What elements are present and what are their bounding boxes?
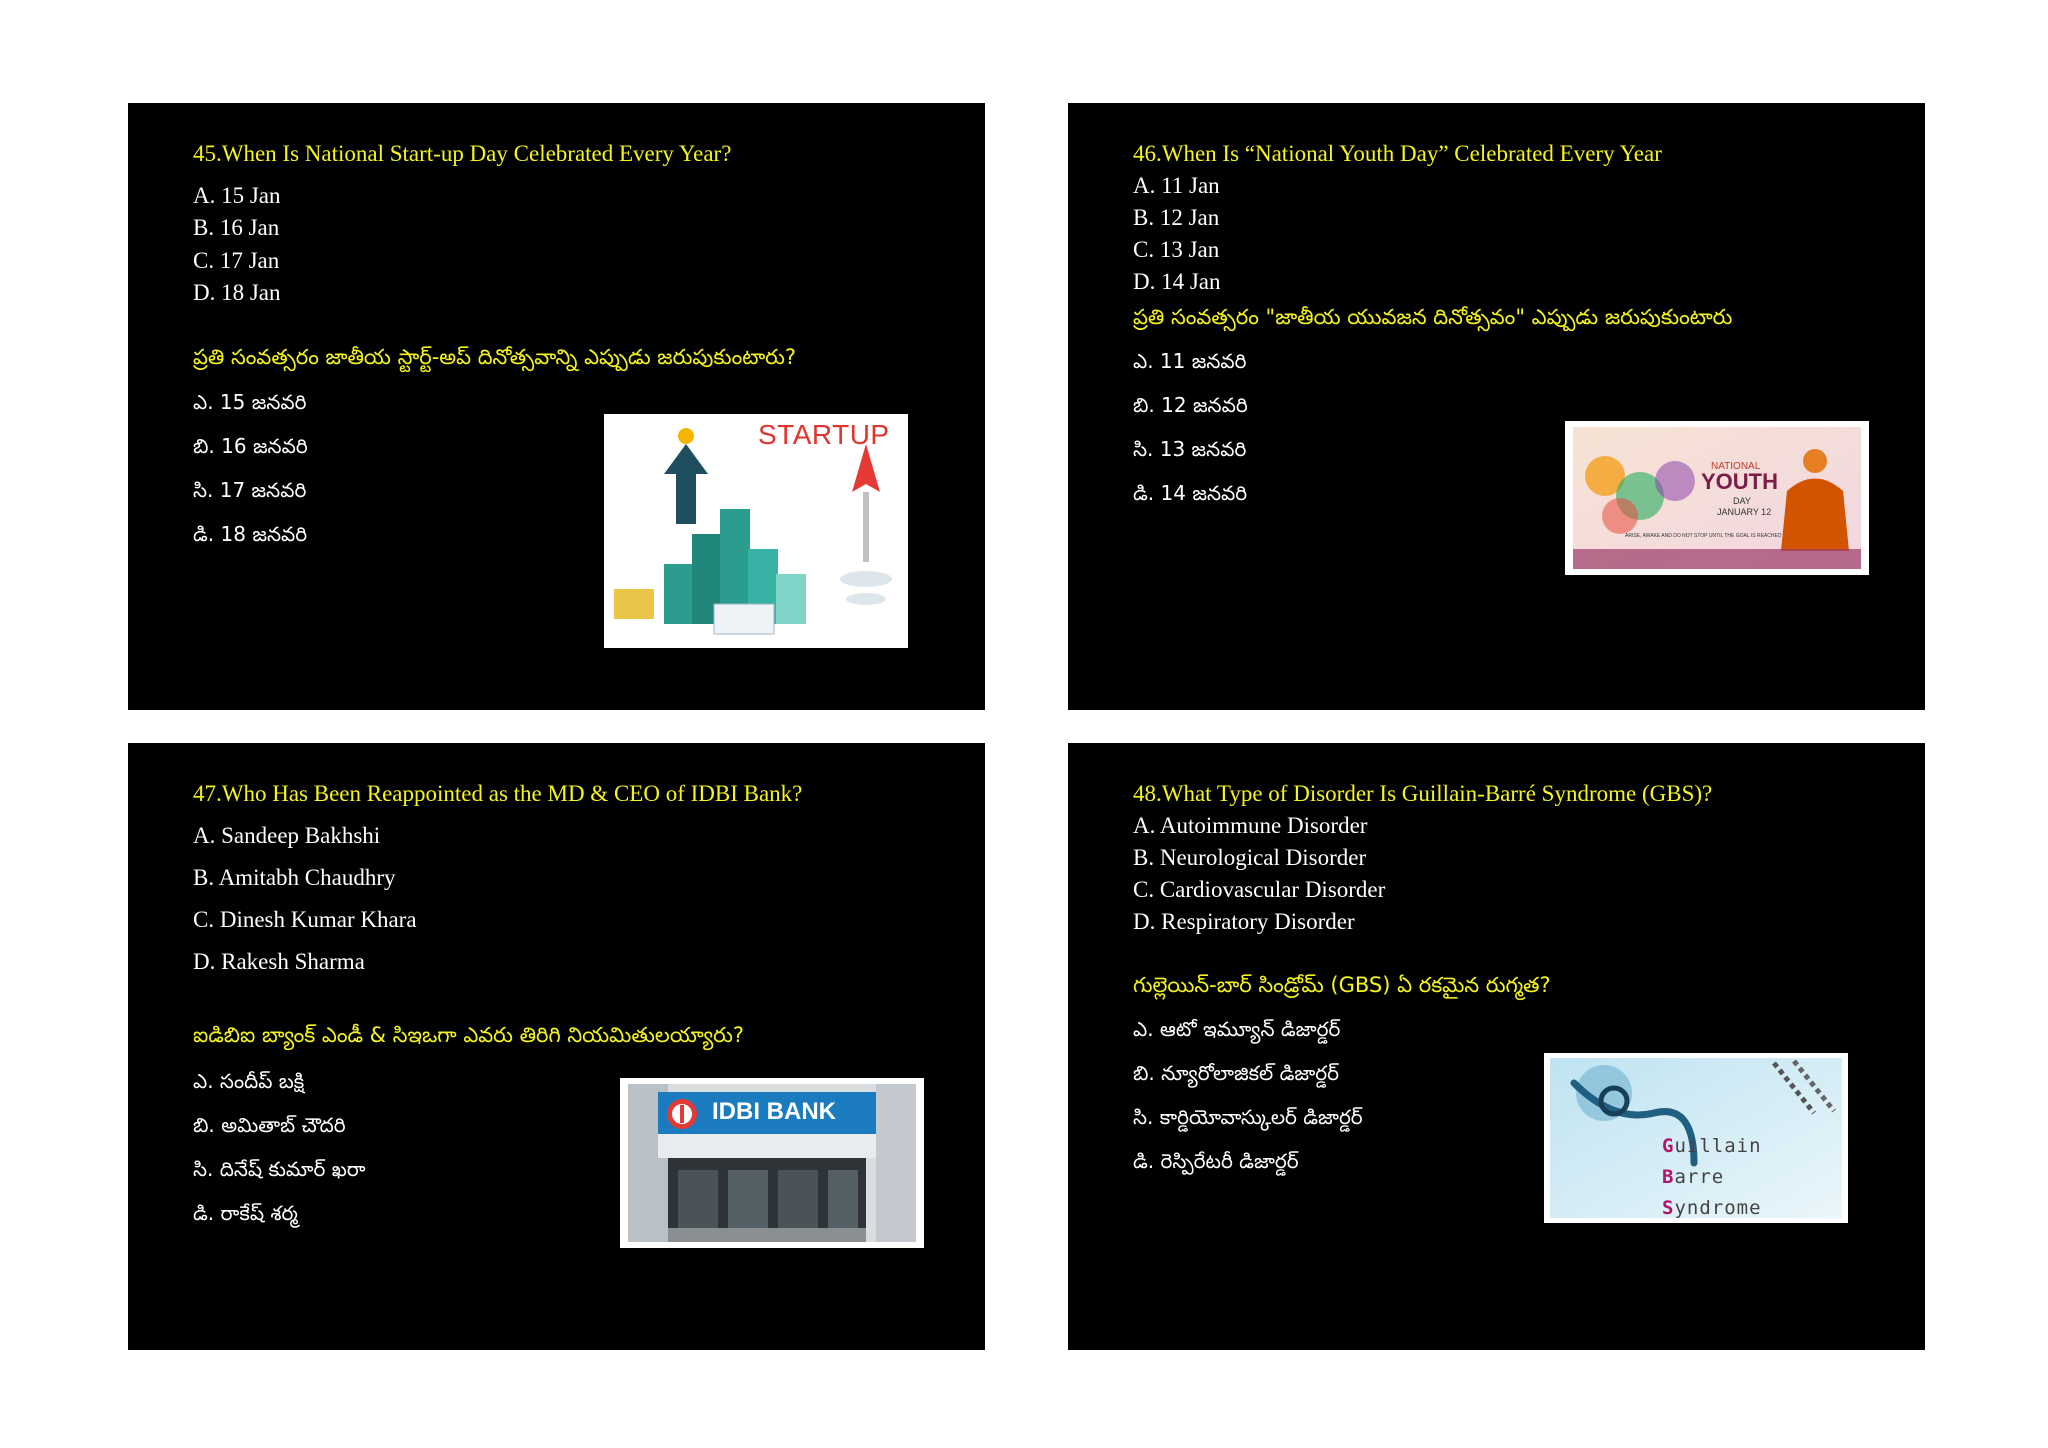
youth-label: YOUTH (1701, 469, 1778, 494)
telugu-option-b: బి. అమితాబ్ చౌదరి (193, 1113, 346, 1137)
option-c: C. 13 Jan (1133, 237, 1220, 262)
day-label: DAY (1733, 496, 1751, 506)
option-d: D. 18 Jan (193, 280, 281, 305)
gbs-photo (1544, 1053, 1848, 1223)
telugu-option-d: డి. 14 జనవరి (1133, 481, 1248, 505)
startup-label: STARTUP (758, 419, 890, 450)
idbi-bank-photo (620, 1078, 924, 1248)
option-b: B. Neurological Disorder (1133, 845, 1367, 870)
option-b: B. 12 Jan (1133, 205, 1220, 230)
tagline: ARISE, AWAKE AND DO NOT STOP UNTIL THE GOAL IS REACHED (1625, 533, 1782, 539)
question-48: 48.What Type of Disorder Is Guillain-Barré Syndrome (GBS)? (1133, 781, 1713, 806)
gbs-letter-g: G (1662, 1135, 1675, 1157)
telugu-option-d: డి. 18 జనవరి (193, 522, 308, 546)
telugu-question-45: ప్రతి సంవత్సరం జాతీయ స్టార్ట్-అప్ దినోత్సవాన్ని ఎప్పుడు జరుపుకుంటారు? (193, 345, 797, 369)
telugu-option-a: ఎ. 11 జనవరి (1133, 349, 1247, 373)
option-c: C. 17 Jan (193, 248, 280, 273)
youth-day-poster (1565, 421, 1869, 575)
telugu-option-a: ఎ. సందీప్ బక్షి (193, 1069, 305, 1093)
option-b: B. 16 Jan (193, 215, 280, 240)
slide-46 (1068, 103, 1925, 710)
gbs-line-barre (1662, 1166, 1724, 1188)
option-d: D. Rakesh Sharma (193, 949, 365, 974)
gbs-word-syndrome: yndrome (1674, 1197, 1762, 1219)
gbs-line-guillain (1662, 1135, 1762, 1157)
question-46: 46.When Is “National Youth Day” Celebrated Every Year (1133, 141, 1662, 166)
startup-illustration (604, 414, 908, 648)
option-a: A. 11 Jan (1133, 173, 1220, 198)
date-label: JANUARY 12 (1717, 507, 1772, 517)
idbi-logo-icon (666, 1098, 698, 1130)
youth-day-graphic-icon (1565, 421, 1869, 575)
slide-45 (128, 103, 985, 710)
gbs-letter-b: B (1662, 1166, 1675, 1188)
option-d: D. 14 Jan (1133, 269, 1221, 294)
idbi-bank-label: IDBI BANK (712, 1098, 836, 1125)
option-d: D. Respiratory Disorder (1133, 909, 1355, 934)
telugu-option-c: సి. కార్డియోవాస్కులర్ డిజార్డర్ (1133, 1105, 1363, 1129)
national-label: NATIONAL (1711, 461, 1761, 472)
slide-47 (128, 743, 985, 1350)
slide-48 (1068, 743, 1925, 1350)
gbs-letter-s: S (1662, 1197, 1675, 1219)
telugu-option-c: సి. 13 జనవరి (1133, 437, 1247, 461)
telugu-question-46: ప్రతి సంవత్సరం "జాతీయ యువజన దినోత్సవం" ఎప్పుడు జరుపుకుంటారు (1133, 305, 1733, 329)
telugu-option-c: సి. దినేష్ కుమార్ ఖరా (193, 1157, 366, 1181)
option-a: A. 15 Jan (193, 183, 281, 208)
option-a: A. Sandeep Bakhshi (193, 823, 381, 848)
gbs-word-guillain: uillain (1674, 1135, 1762, 1157)
question-47: 47.Who Has Been Reappointed as the MD & CEO of IDBI Bank? (193, 781, 803, 806)
telugu-option-a: ఎ. 15 జనవరి (193, 390, 307, 414)
option-c: C. Cardiovascular Disorder (1133, 877, 1386, 902)
telugu-option-d: డి. రాకేష్ శర్మ (193, 1201, 298, 1225)
telugu-question-48: గుల్లెయిన్-బార్ సిండ్రోమ్ (GBS) ఏ రకమైన రుగ్మత? (1133, 973, 1551, 997)
question-45: 45.When Is National Start-up Day Celebrated Every Year? (193, 141, 732, 166)
gbs-word-barre: arre (1674, 1166, 1725, 1188)
telugu-option-c: సి. 17 జనవరి (193, 478, 307, 502)
option-c: C. Dinesh Kumar Khara (193, 907, 417, 932)
telugu-option-b: బి. 16 జనవరి (193, 434, 308, 458)
telugu-option-b: బి. 12 జనవరి (1133, 393, 1248, 417)
telugu-option-d: డి. రెస్పిరేటరీ డిజార్డర్ (1133, 1149, 1299, 1173)
telugu-option-a: ఎ. ఆటో ఇమ్యూన్ డిజార్డర్ (1133, 1017, 1341, 1041)
telugu-option-b: బి. న్యూరోలాజికల్ డిజార్డర్ (1133, 1061, 1340, 1085)
option-a: A. Autoimmune Disorder (1133, 813, 1368, 838)
telugu-question-47: ఐడిబిఐ బ్యాంక్ ఎండీ & సిఇఒగా ఎవరు తిరిగి నియమితులయ్యారు? (193, 1023, 745, 1047)
gbs-line-syndrome (1662, 1197, 1762, 1219)
option-b: B. Amitabh Chaudhry (193, 865, 396, 890)
